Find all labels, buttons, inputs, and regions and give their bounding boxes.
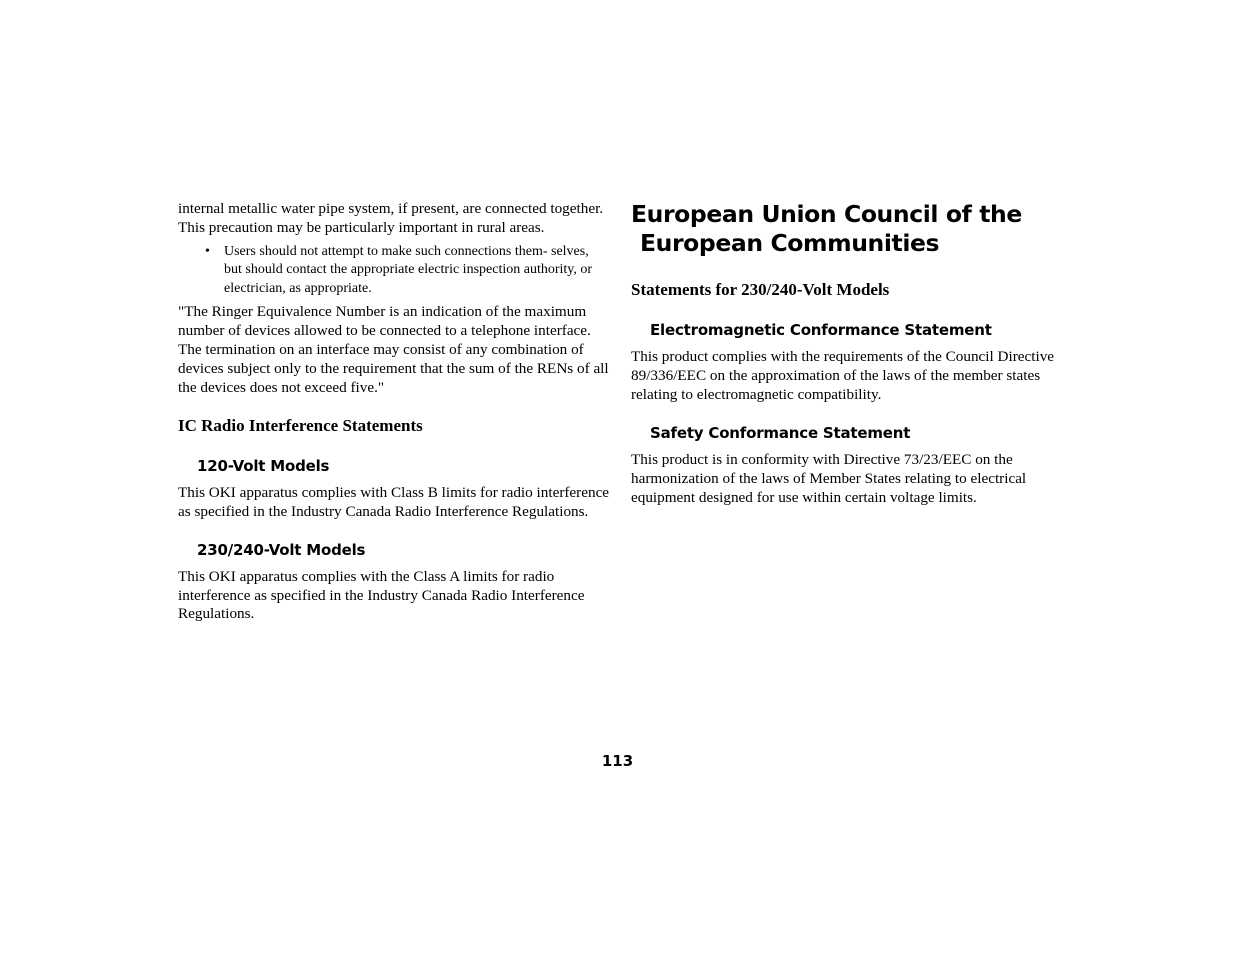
connection-bullet-list (178, 243, 610, 299)
statements-heading: Statements for 230/240-Volt Models (631, 280, 890, 299)
safety-paragraph: This product is in conformity with Directive 73/23/EEC on the harmonization of the laws of Member States relating to electrical equipment designed for use within certain voltage limits. (631, 450, 1027, 506)
eu-council-title (631, 200, 1061, 258)
intro-paragraph: internal metallic water pipe system, if present, are connected together. This precaution may be particularly important in rural areas. (178, 200, 604, 236)
list-item (205, 243, 610, 299)
bullet-text: Users should not attempt to make such connections them- selves, but should contact the appropriate electric inspection authority, or electrician, as appropriate. (224, 243, 593, 296)
volt-120-paragraph: This OKI apparatus complies with Class B limits for radio interference as specified in the Industry Canada Radio Interference Regulations. (178, 483, 610, 520)
bullet-icon: • (205, 243, 210, 259)
emc-paragraph: This product complies with the requirements of the Council Directive 89/336/EEC on the approximation of the laws of the member states relating to electromagnetic compatibility. (631, 348, 1055, 403)
ic-radio-heading: IC Radio Interference Statements (178, 415, 423, 435)
volt-230-heading: 230/240-Volt Models (197, 540, 366, 559)
left-column (178, 200, 610, 624)
safety-heading: Safety Conformance Statement (650, 423, 911, 442)
volt-230-paragraph: This OKI apparatus complies with the Class A limits for radio interference as specified in the Industry Canada Radio Interference Regulations. (178, 567, 585, 623)
emc-heading: Electromagnetic Conformance Statement (650, 321, 992, 339)
title-line-1: European Union Council of the (631, 200, 1022, 228)
page-number: 113 (601, 752, 634, 770)
right-column (631, 200, 1061, 507)
ringer-equivalence-paragraph: "The Ringer Equivalence Number is an indication of the maximum number of devices allowed to be connected to a telephone interface. The termination on an interface may consist of any combination of devices subject only to the requirement that the sum of the RENs of all the devices does not exceed five." (178, 303, 609, 396)
title-line-2: European Communities (640, 229, 940, 257)
volt-120-heading: 120-Volt Models (197, 456, 330, 475)
